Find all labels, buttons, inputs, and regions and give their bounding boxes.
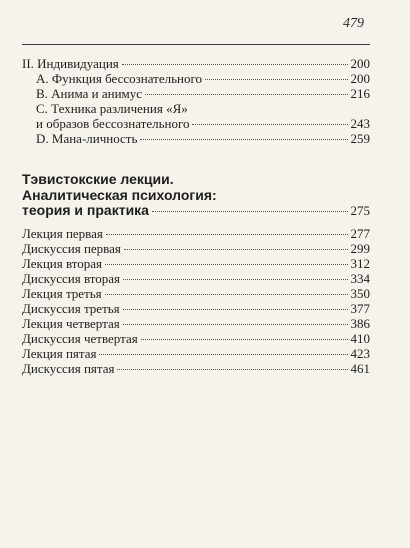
toc-entry-page: 410 — [350, 331, 370, 346]
dot-leader — [141, 339, 348, 340]
dot-leader — [117, 369, 347, 370]
toc-entry-discussion-3[interactable] — [22, 301, 370, 317]
toc-entry-page: 200 — [350, 56, 370, 71]
toc-entry-title: Лекция первая — [22, 226, 103, 241]
toc-entry-discussion-2[interactable] — [22, 271, 370, 287]
toc-entry-title: Дискуссия вторая — [22, 271, 121, 286]
dot-leader — [140, 139, 347, 140]
toc-entry-title: D. Мана-личность — [36, 131, 138, 146]
toc-entry-title: Лекция четвертая — [22, 316, 120, 331]
toc-entry-title: и образов бессознательного — [36, 116, 190, 131]
dot-leader — [192, 124, 347, 125]
toc-entry-anima-animus[interactable] — [36, 86, 370, 102]
toc-entry-title: Дискуссия первая — [22, 241, 121, 256]
dot-leader — [122, 64, 348, 65]
toc-entry-title: Лекция вторая — [22, 256, 103, 271]
toc-entry-mana-personality[interactable] — [36, 131, 370, 147]
toc-entry-individuation[interactable] — [22, 56, 370, 72]
toc-entry-lecture-2[interactable] — [22, 256, 370, 272]
toc-entry-page: 312 — [350, 256, 370, 271]
dot-leader — [123, 324, 348, 325]
toc-entry-discussion-1[interactable] — [22, 241, 370, 257]
dot-leader — [123, 309, 348, 310]
dot-leader — [106, 234, 348, 235]
toc-entry-lecture-1[interactable] — [22, 226, 370, 242]
toc-entry-title: Лекция пятая — [22, 346, 97, 361]
toc-entry-title-line1: С. Техника различения «Я» — [36, 101, 188, 116]
toc-entry-page: 461 — [350, 361, 370, 376]
toc-entry-page: 200 — [350, 71, 370, 86]
toc-entry-lecture-4[interactable] — [22, 316, 370, 332]
toc-entry-title: Дискуссия пятая — [22, 361, 115, 376]
toc-entry-page: 377 — [350, 301, 370, 316]
toc-entry-page: 259 — [350, 131, 370, 146]
section-heading-line1: Тэвистокские лекции. — [22, 171, 174, 187]
toc-entry-page: 216 — [350, 86, 370, 101]
dot-leader — [145, 94, 347, 95]
toc-entry-page: 350 — [350, 286, 370, 301]
toc-entry-title: В. Анима и анимус — [36, 86, 143, 101]
toc-entry-page: 423 — [350, 346, 370, 361]
dot-leader — [152, 211, 348, 212]
toc-entry-title: II. Индивидуация — [22, 56, 119, 71]
section-heading-line2: Аналитическая психология: — [22, 187, 217, 203]
dot-leader — [123, 279, 347, 280]
section-heading-line3: теория и практика — [22, 202, 149, 218]
toc-entry-page: 299 — [350, 241, 370, 256]
toc-entry-discussion-4[interactable] — [22, 331, 370, 347]
toc-entry-lecture-5[interactable] — [22, 346, 370, 362]
toc-entry-lecture-3[interactable] — [22, 286, 370, 302]
toc-entry-page: 386 — [350, 316, 370, 331]
dot-leader — [99, 354, 347, 355]
toc-entry-page: 243 — [350, 116, 370, 131]
toc-entry-title: А. Функция бессознательного — [36, 71, 203, 86]
toc-entry-title: Лекция третья — [22, 286, 102, 301]
toc-entry-tavistock[interactable] — [22, 202, 370, 219]
toc-entry-title: Дискуссия четвертая — [22, 331, 138, 346]
toc-entry-technique[interactable] — [36, 116, 370, 132]
dot-leader — [205, 79, 347, 80]
dot-leader — [105, 264, 347, 265]
toc-entry-page: 334 — [350, 271, 370, 286]
toc-entry-page: 277 — [350, 226, 370, 241]
toc-entry-page: 275 — [350, 203, 370, 218]
header-rule — [22, 44, 370, 45]
page-number: 479 — [343, 16, 364, 31]
toc-entry-discussion-5[interactable] — [22, 361, 370, 377]
dot-leader — [105, 294, 348, 295]
toc-entry-title: Дискуссия третья — [22, 301, 120, 316]
dot-leader — [124, 249, 348, 250]
toc-entry-function-unconscious[interactable] — [36, 71, 370, 87]
